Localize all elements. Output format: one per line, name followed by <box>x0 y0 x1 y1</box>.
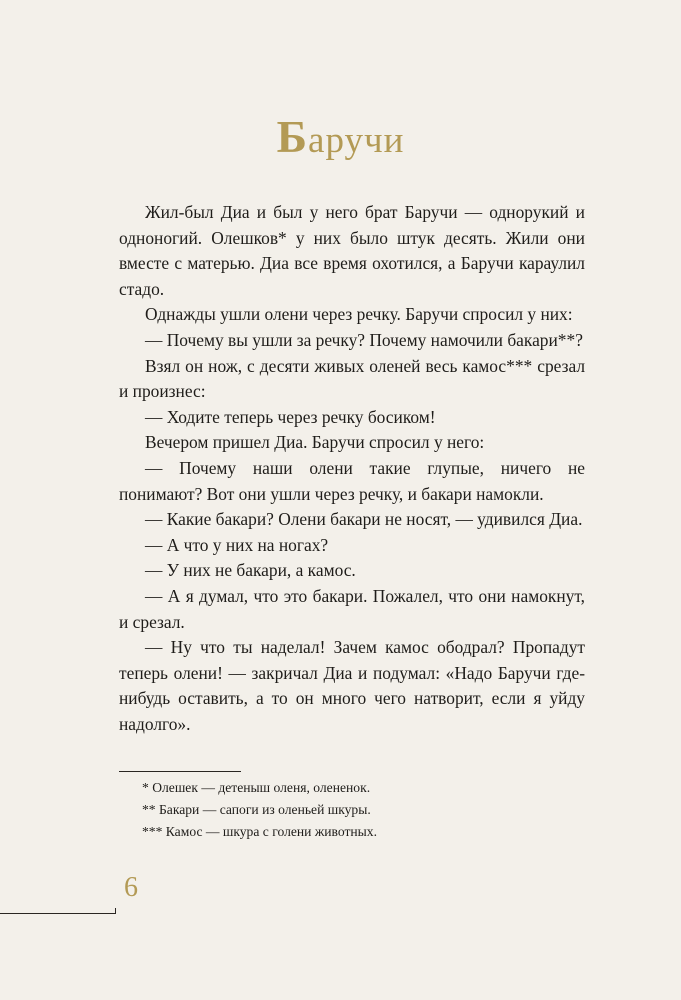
paragraph: — А я думал, что это бакари. Пожалел, что они намокнут, и срезал. <box>119 585 585 632</box>
paragraph: — Какие бакари? Олени бакари не носят, — удивился Диа. <box>145 509 583 530</box>
paragraph: Взял он нож, с десяти живых оленей весь камос*** срезал и произнес: <box>119 355 585 402</box>
paragraph: Однажды ушли олени через речку. Баручи спросил у них: <box>145 304 573 325</box>
paragraph: — Почему наши олени такие глупые, ничего не понимают? Вот они ушли через речку, и бакари намокли. <box>119 457 585 504</box>
paragraph: — Ну что ты наделал! Зачем камос ободрал? Пропадут теперь олени! — закричал Диа и подумал: «Надо Баручи где-нибудь оставить, а то он много чего натворит, если я уйду надолго». <box>119 637 585 734</box>
paragraph: — А что у них на ногах? <box>145 534 329 555</box>
footnote: *** Камос — шкура с голени животных. <box>142 824 377 839</box>
decorative-rule-tick <box>115 908 116 914</box>
title-initial-letter: Б <box>276 111 309 162</box>
paragraph: Жил-был Диа и был у него брат Баручи — однорукий и одноногий. Олешков* у них было штук десять. Жили они вместе с матерью. Диа все время охотился, а Баручи караулил стадо. <box>119 202 585 299</box>
paragraph: — У них не бакари, а камос. <box>145 560 356 581</box>
footnote: * Олешек — детеныш оленя, олененок. <box>142 780 371 795</box>
page-number: 6 <box>124 872 138 903</box>
decorative-rule <box>0 913 116 914</box>
paragraph: — Ходите теперь через речку босиком! <box>145 406 436 427</box>
footnotes <box>142 777 377 843</box>
paragraph: — Почему вы ушли за речку? Почему намочили бакари**? <box>145 329 583 350</box>
paragraph: Вечером пришел Диа. Баручи спросил у него: <box>145 432 485 453</box>
story-text <box>119 200 585 737</box>
footnote-divider <box>119 771 241 772</box>
footnote: ** Бакари — сапоги из оленьей шкуры. <box>142 802 371 817</box>
page-title <box>0 110 681 163</box>
title-rest: аручи <box>308 120 405 161</box>
